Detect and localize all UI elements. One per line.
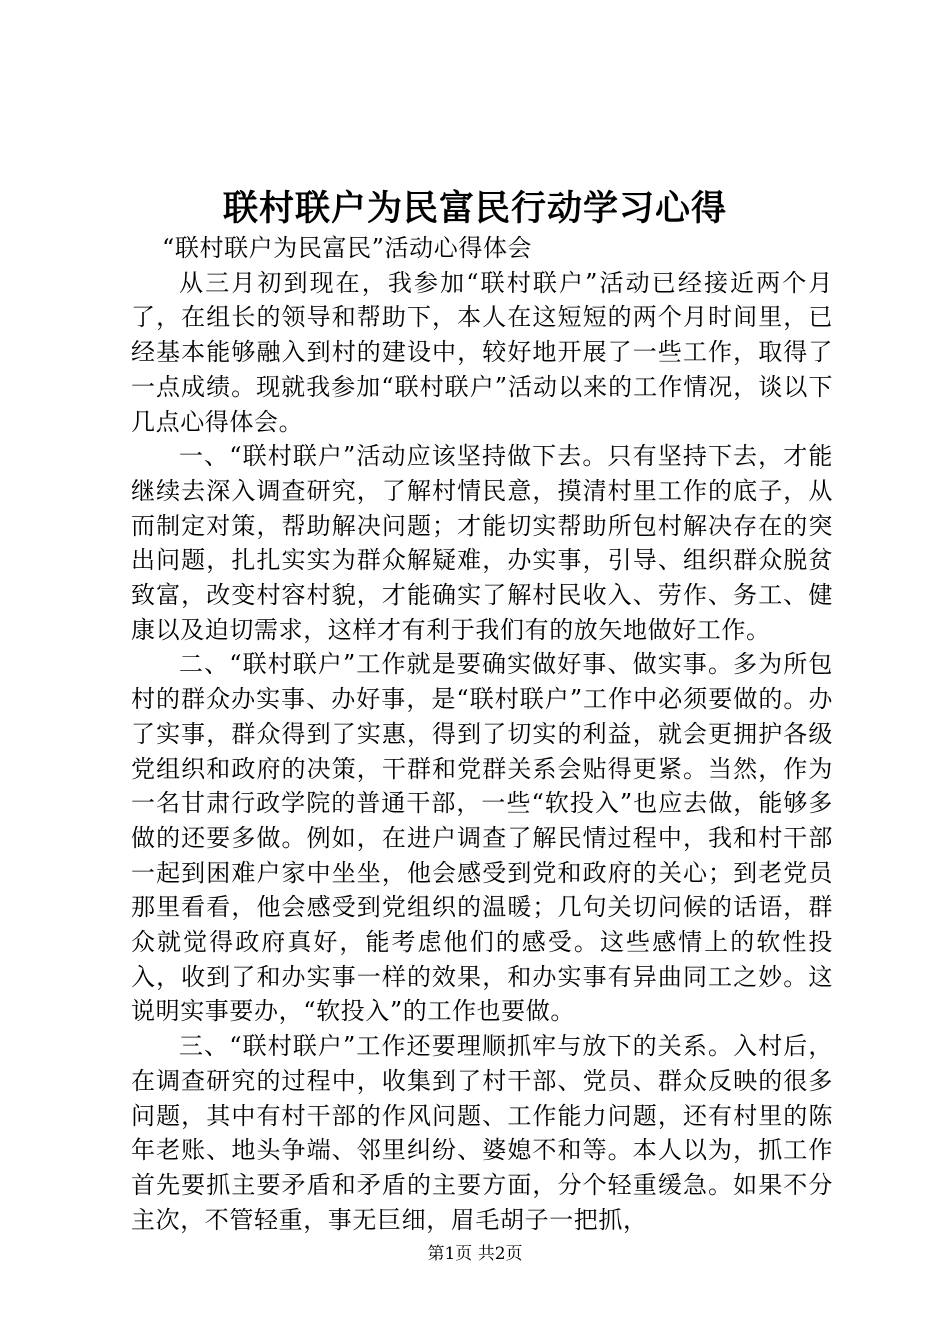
paragraph-point-two: 二、“联村联户”工作就是要确实做好事、做实事。多为所包村的群众办实事、办好事，是“联村联户”工作中必须要做的。办了实事，群众得到了实惠，得到了切实的利益，就会更拥护各级党组织和政府的决策，干群和党群关系会贴得更紧。当然，作为一名甘肃行政学院的普通干部，一些“软投入”也应去做，能够多做的还要多做。例如，在进户调查了解民情过程中，我和村干部一起到困难户家中坐坐，他会感受到党和政府的关心；到老党员那里看看，他会感受到党组织的温暖；几句关切问候的话语，群众就觉得政府真好，能考虑他们的感受。这些感情上的软性投入，收到了和办实事一样的效果，和办实事有异曲同工之妙。这说明实事要办，“软投入”的工作也要做。: [131, 650, 833, 1026]
paragraph-point-one: 一、“联村联户”活动应该坚持做下去。只有坚持下去，才能继续去深入调查研究，了解村情民意，摸清村里工作的底子，从而制定对策，帮助解决问题；才能切实帮助所包村解决存在的突出问题，扎扎实实为群众解疑难，办实事，引导、组织群众脱贫致富，改变村容村貌，才能确实了解村民收入、劳作、务工、健康以及迫切需求，这样才有利于我们有的放矢地做好工作。: [131, 442, 833, 644]
document-title: 联村联户为民富民行动学习心得: [222, 188, 727, 229]
document-subtitle: “联村联户为民富民”活动心得体会: [162, 234, 533, 262]
paragraph-intro: 从三月初到现在，我参加“联村联户”活动已经接近两个月了，在组长的领导和帮助下，本人在这短短的两个月时间里，已经基本能够融入到村的建设中，较好地开展了一些工作，取得了一点成绩。现就我参加“联村联户”活动以来的工作情况，谈以下几点心得体会。: [131, 268, 833, 436]
document-body: [131, 231, 833, 1237]
paragraph-point-three: 三、“联村联户”工作还要理顺抓牢与放下的关系。入村后，在调查研究的过程中，收集到了村干部、党员、群众反映的很多问题，其中有村干部的作风问题、工作能力问题，还有村里的陈年老账、地头争端、邻里纠纷、婆媳不和等。本人以为，抓工作首先要抓主要矛盾和矛盾的主要方面，分个轻重缓急。如果不分主次，不管轻重，事无巨细，眉毛胡子一把抓，: [131, 1032, 833, 1234]
page-footer: 第1页 共2页: [427, 1244, 523, 1264]
